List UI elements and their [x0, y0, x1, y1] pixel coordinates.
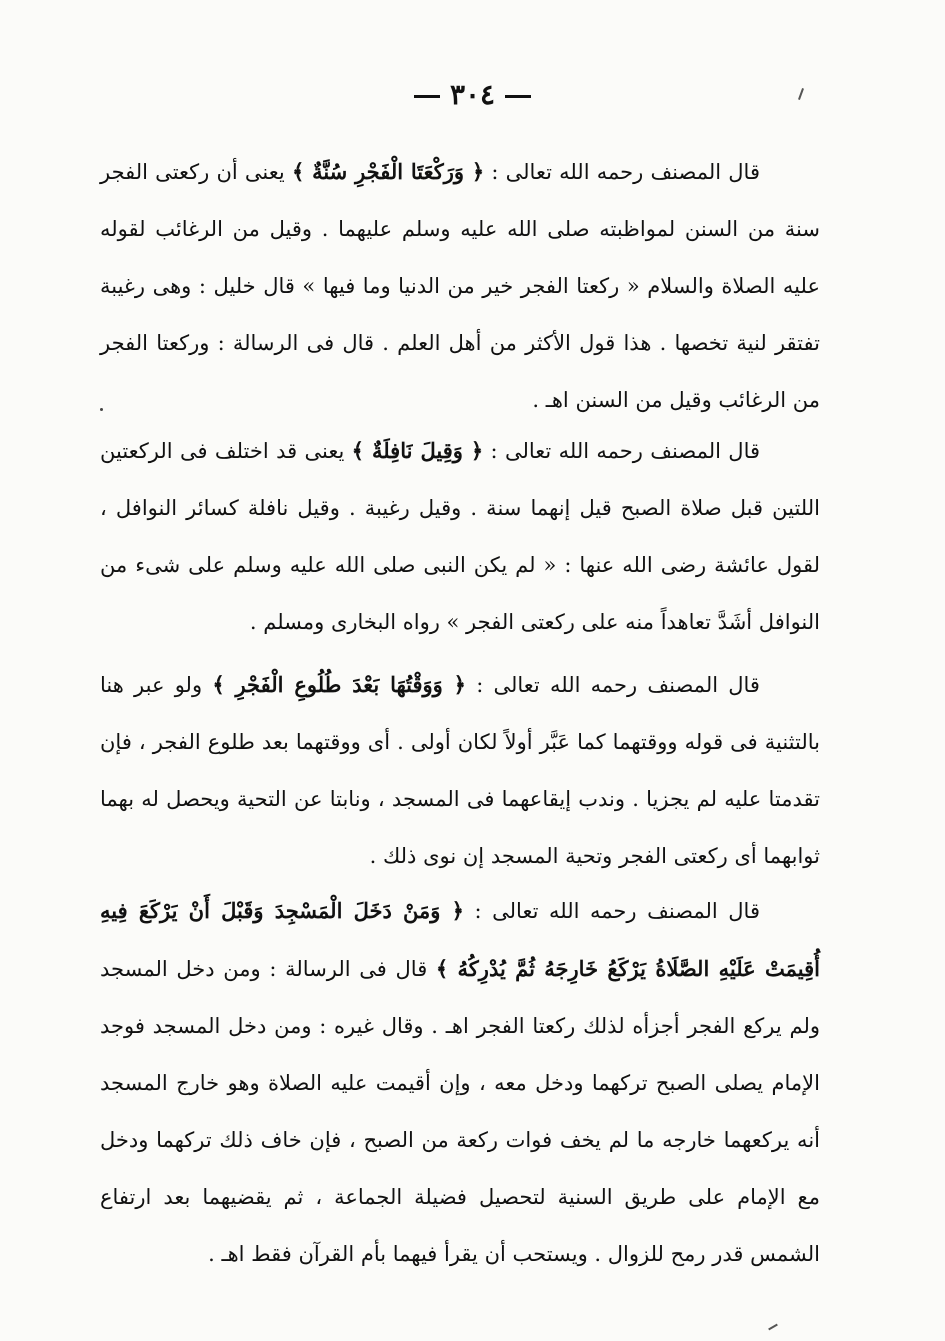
quoted-matn: ﴿ وَوَقْتُهَا بَعْدَ طُلُوعِ الْفَجْرِ ﴾: [212, 672, 466, 697]
paragraph-commentary: ولو عبر هنا بالتثنية فى قوله ووقتهما كما عَبَّر أولاً لكان أولى . أى ووقتهما بعد طلوع الفجر ، فإن تقدمتا عليه لم يجزيا . وندب إيقاعهما فى المسجد ، ونابتا عن التحية ويحصل له بهما ثوابهما أى ركعتى الفجر وتحية المسجد إن نوى ذلك .: [100, 673, 820, 868]
paragraph-commentary: يعنى قد اختلف فى الركعتين اللتين قبل صلاة الصبح قيل إنهما سنة . وقيل رغيبة . وقيل نافلة كسائر النوافل ، لقول عائشة رضى الله عنها : « لم يكن النبى صلى الله عليه وسلم على شىء من النوافل أشَدَّ تعاهداً منه على ركعتى الفجر » رواه البخارى ومسلم .: [100, 439, 820, 634]
header-dash-left: [414, 95, 440, 98]
paragraph-intro: قال المصنف رحمه الله تعالى :: [483, 439, 761, 463]
paragraph-text: [100, 143, 820, 429]
paragraph-commentary: قال فى الرسالة : ومن دخل المسجد ولم يركع الفجر أجزأه لذلك ركعتا الفجر اهـ . وقال غيره : ومن دخل المسجد فوجد الإمام يصلى الصبح تركهما ودخل معه ، وإن أقيمت عليه الصلاة وهو خارج المسجد أنه يركعهما خارجه ما لم يخف فوات ركعة من الصبح ، فإن خاف ذلك تركهما ودخل مع الإمام على طريق السنية لتحصيل فضيلة الجماعة ، ثم يقضيهما بعد ارتفاع الشمس قدر رمح للزوال . ويستحب أن يقرأ فيهما بأم القرآن فقط اهـ .: [100, 957, 820, 1266]
page-number-header: [0, 78, 945, 111]
quoted-matn: ﴿ وَقِيلَ نَافِلَةٌ ﴾: [351, 438, 484, 463]
paragraph-text: [100, 882, 820, 1283]
ink-mark: [768, 1324, 778, 1331]
paragraph-intro: قال المصنف رحمه الله تعالى :: [484, 160, 760, 184]
paragraph-3: [100, 656, 820, 885]
header-dash-right: [505, 95, 531, 98]
paragraph-intro: قال المصنف رحمه الله تعالى :: [463, 899, 760, 923]
paragraph-text: [100, 656, 820, 885]
paragraph-4: [100, 882, 820, 1283]
quoted-matn: ﴿ وَرَكْعَتَا الْفَجْرِ سُنَّةٌ ﴾: [291, 159, 485, 184]
scan-speck: [100, 408, 103, 411]
quoted-matn: ﴿ وَمَنْ دَخَلَ الْمَسْجِدَ وَقَبْلَ أَنْ يَرْكَعَ فِيهِ أُقِيمَتْ عَلَيْهِ الصَّلَاةُ يَرْكَعُ خَارِجَهُ ثُمَّ يُدْرِكُهُ ﴾: [100, 898, 820, 981]
page-number: ٣٠٤: [449, 78, 496, 111]
paragraph-commentary: يعنى أن ركعتى الفجر سنة من السنن لمواظبته صلى الله عليه وسلم عليهما . وقيل من الرغائب لقوله عليه الصلاة والسلام « ركعتا الفجر خير من الدنيا وما فيها » قال خليل : وهى رغيبة تفتقر لنية تخصها . هذا قول الأكثر من أهل العلم . قال فى الرسالة : وركعتا الفجر من الرغائب وقيل من السنن اهـ .: [100, 160, 820, 412]
paragraph-intro: قال المصنف رحمه الله تعالى :: [465, 673, 760, 697]
paragraph-2: [100, 422, 820, 651]
paragraph-1: [100, 143, 820, 429]
paragraph-text: [100, 422, 820, 651]
